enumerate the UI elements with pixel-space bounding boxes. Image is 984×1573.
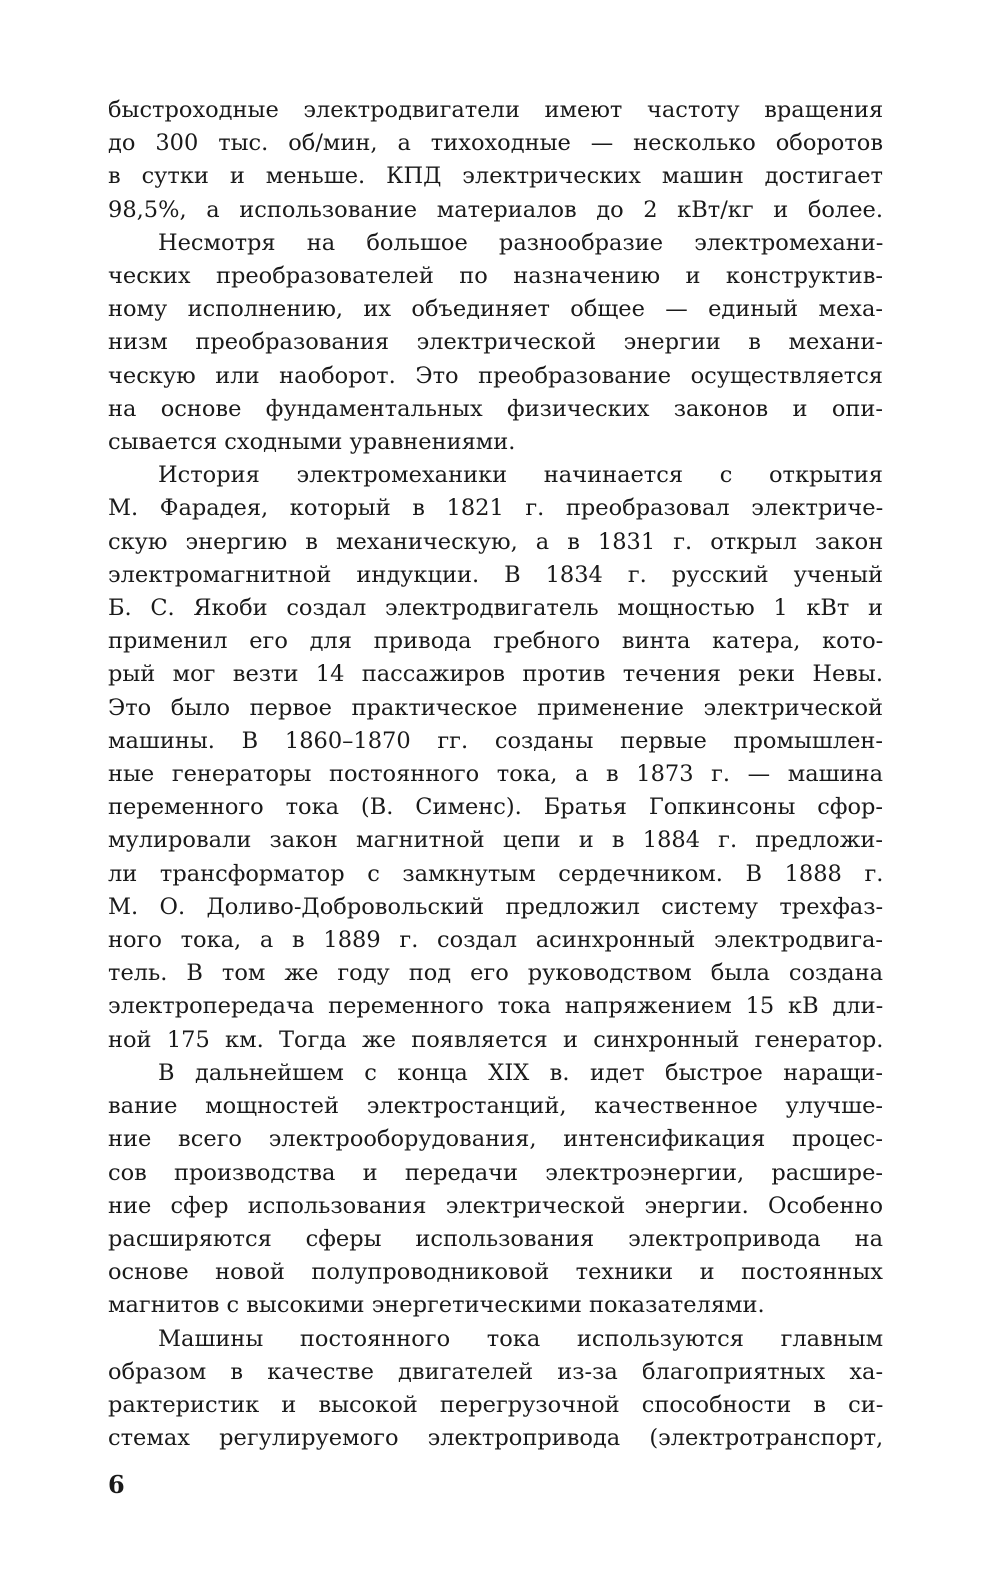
text-line: 98,5%, а использование материалов до 2 кВт/кг и более.: [108, 196, 883, 223]
text-line: на основе фундаментальных физических законов и опи-: [108, 395, 883, 422]
text-line: рактеристик и высокой перегрузочной способности в си-: [108, 1391, 884, 1418]
text-line: ного тока, а в 1889 г. создал асинхронный электродвига-: [108, 927, 883, 954]
text-line: основе новой полупроводниковой техники и постоянных: [108, 1259, 883, 1286]
text-line: переменного тока (В. Сименс). Братья Гопкинсоны сфор-: [108, 794, 883, 821]
text-line: М. Фарадея, который в 1821 г. преобразовал электриче-: [108, 495, 884, 522]
text-line: тель. В том же году под его руководством была создана: [108, 960, 883, 987]
text-line: сывается сходными уравнениями.: [108, 429, 516, 456]
text-line: стемах регулируемого электропривода (электротранспорт,: [108, 1425, 884, 1452]
text-line: вание мощностей электростанций, качественное улучше-: [108, 1093, 883, 1120]
text-line: ной 175 км. Тогда же появляется и синхронный генератор.: [108, 1026, 884, 1053]
paragraph-1: [108, 94, 883, 227]
text-line: ческую или наоборот. Это преобразование осуществляется: [108, 362, 883, 389]
text-line: ческих преобразователей по назначению и конструктив-: [108, 263, 883, 290]
text-line: Б. С. Якоби создал электродвигатель мощностью 1 кВт и: [108, 595, 884, 622]
text-line: машины. В 1860–1870 гг. созданы первые промышлен-: [108, 727, 883, 754]
paragraph-4: [108, 1057, 883, 1323]
text-line: мулировали закон магнитной цепи и в 1884 г. предложи-: [108, 827, 883, 854]
text-line: Несмотря на большое разнообразие электромехани-: [158, 229, 884, 256]
text-line: образом в качестве двигателей из-за благоприятных ха-: [108, 1358, 884, 1385]
text-line: Машины постоянного тока используются главным: [158, 1325, 884, 1352]
text-line: в сутки и меньше. КПД электрических машин достигает: [108, 163, 883, 190]
text-line: ли трансформатор с замкнутым сердечником. В 1888 г.: [108, 860, 884, 887]
paragraph-3: [108, 459, 883, 1057]
text-line: Это было первое практическое применение электрической: [108, 694, 883, 721]
text-line: ному исполнению, их объединяет общее — единый меха-: [108, 296, 883, 323]
text-line: низм преобразования электрической энергии в механи-: [108, 329, 884, 356]
text-line: ние сфер использования электрической энергии. Особенно: [108, 1192, 883, 1219]
text-line: скую энергию в механическую, а в 1831 г. открыл закон: [108, 528, 884, 555]
text-line: сов производства и передачи электроэнергии, расшире-: [108, 1159, 883, 1186]
text-line: до 300 тыс. об/мин, а тихоходные — несколько оборотов: [108, 130, 883, 157]
text-line: В дальнейшем с конца XIX в. идет быстрое наращи-: [158, 1059, 883, 1086]
paragraph-5: [108, 1323, 883, 1456]
text-line: электропередача переменного тока напряжением 15 кВ дли-: [108, 993, 884, 1020]
text-line: М. О. Доливо-Добровольский предложил систему трехфаз-: [108, 893, 884, 920]
text-line: ние всего электрооборудования, интенсификация процес-: [108, 1126, 883, 1153]
page-body: [108, 94, 883, 1455]
page-number: 6: [108, 1470, 125, 1499]
text-line: ные генераторы постоянного тока, а в 1873 г. — машина: [108, 761, 883, 788]
text-line: рый мог везти 14 пассажиров против течения реки Невы.: [108, 661, 883, 688]
text-line: магнитов с высокими энергетическими показателями.: [108, 1292, 765, 1319]
text-line: История электромеханики начинается с открытия: [158, 462, 883, 489]
text-line: расширяются сферы использования электропривода на: [108, 1225, 883, 1252]
text-line: электромагнитной индукции. В 1834 г. русский ученый: [108, 561, 883, 588]
text-line: применил его для привода гребного винта катера, кото-: [108, 628, 884, 655]
text-line: быстроходные электродвигатели имеют частоту вращения: [108, 97, 884, 123]
paragraph-2: [108, 227, 883, 459]
